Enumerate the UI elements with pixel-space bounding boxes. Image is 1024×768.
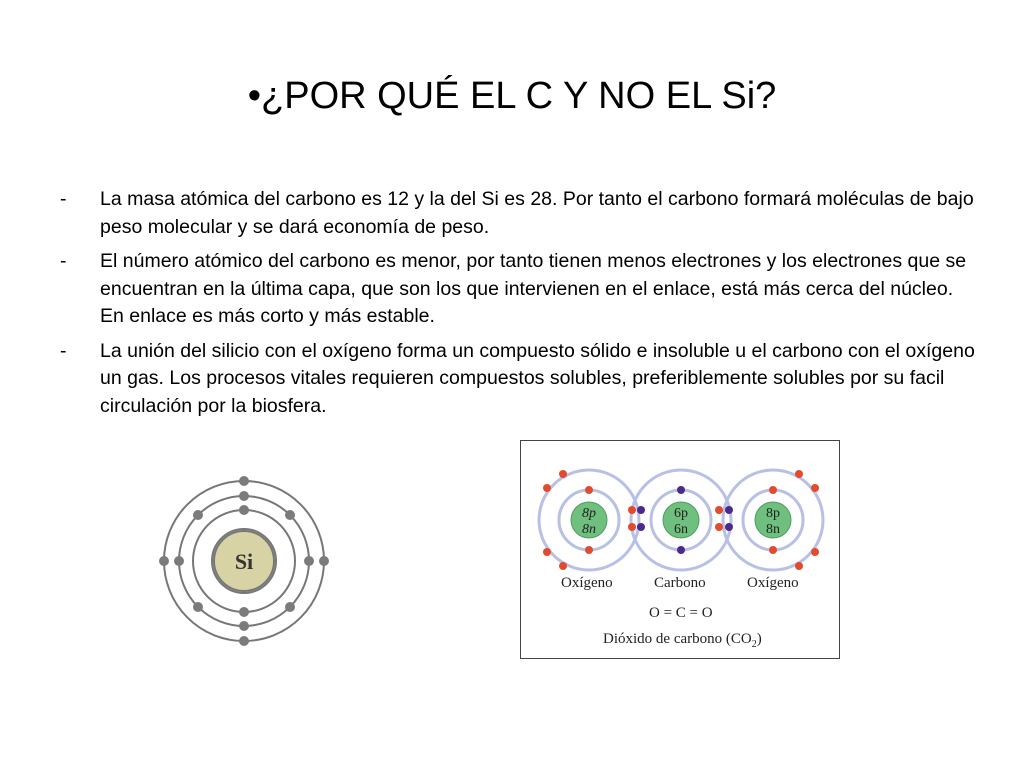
co2-formula: O = C = O <box>649 605 713 621</box>
electron <box>193 510 203 520</box>
carbon-label: Carbono <box>654 575 706 591</box>
electron <box>285 602 295 612</box>
co2-caption <box>603 631 762 650</box>
bullet-item <box>56 186 976 241</box>
oxygen-left-neutrons: 8n <box>582 522 596 537</box>
silicon-symbol: Si <box>234 549 254 574</box>
bullet-list <box>56 186 976 427</box>
co2-atoms-graphic <box>521 441 841 660</box>
electron <box>239 636 249 646</box>
oxygen-label-right: Oxígeno <box>747 575 799 591</box>
co2-caption-text: Dióxido de carbono (CO <box>603 631 752 647</box>
bullet-item <box>56 338 976 421</box>
bullet-text: La unión del silicio con el oxígeno forma un compuesto sólido e insoluble u el carbono con el oxígeno un gas. Los procesos vitales requieren compuestos solubles, preferiblemente solubles por su facil circulación por la biosfera. <box>100 339 975 417</box>
bullet-text: La masa atómica del carbono es 12 y la del Si es 28. Por tanto el carbono formará moléculas de bajo peso molecular y se dará economía de peso. <box>100 188 974 238</box>
carbon-neutrons: 6n <box>674 522 688 537</box>
oxygen-label-left: Oxígeno <box>561 575 613 591</box>
oxygen-right-protons: 8p <box>766 506 780 521</box>
oxygen-left-protons: 8p <box>582 506 596 521</box>
electron <box>285 510 295 520</box>
electron <box>239 476 249 486</box>
slide-title: •¿POR QUÉ EL C Y NO EL Si? <box>247 75 777 117</box>
co2-caption-subscript: 2 <box>751 639 757 650</box>
bullet-text: El número atómico del carbono es menor, por tanto tienen menos electrones y los electrones que se encuentran en la última capa, que son los que intervienen en el enlace, está más cerca del núcleo. En enlace es más corto y más estable. <box>100 250 967 327</box>
bullet-marker: - <box>60 188 67 210</box>
oxygen-right-neutrons: 8n <box>766 522 780 537</box>
carbon-protons: 6p <box>674 506 688 521</box>
bullet-marker: - <box>60 339 67 362</box>
electron <box>159 556 169 566</box>
electron <box>239 607 249 617</box>
bullet-marker: - <box>60 250 67 272</box>
electron <box>319 556 329 566</box>
electron <box>239 491 249 501</box>
bullet-item <box>56 248 976 331</box>
electron <box>239 621 249 631</box>
electron <box>239 505 249 515</box>
co2-diagram <box>520 440 840 659</box>
electron <box>304 556 314 566</box>
electron <box>193 602 203 612</box>
co2-caption-close: ) <box>756 631 762 647</box>
electron <box>174 556 184 566</box>
silicon-atom-diagram <box>156 470 336 650</box>
